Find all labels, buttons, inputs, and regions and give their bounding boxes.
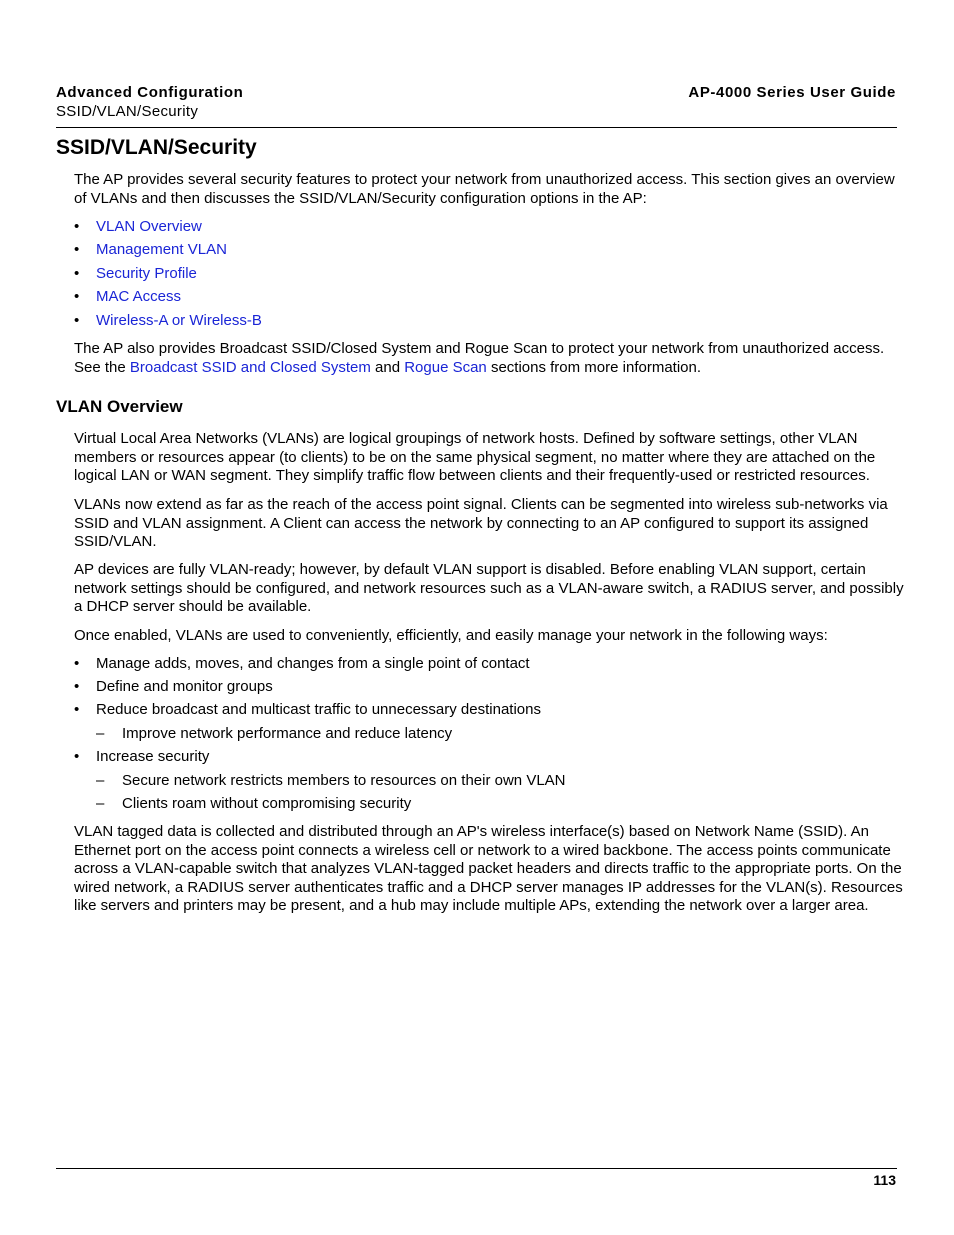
link-vlan-overview[interactable]: VLAN Overview <box>96 218 202 235</box>
vlan-paragraph: AP devices are fully VLAN-ready; however, by default VLAN support is disabled. Before enabling VLAN support, certain network settings should be configured, and network resources such as a VLAN-aware switch, a RADIUS server, and possibly a DHCP server should be available. <box>74 561 904 615</box>
footer-divider <box>56 1168 897 1169</box>
sub-list-item-text: Secure network restricts members to resources on their own VLAN <box>122 772 566 789</box>
toc-list-item <box>74 218 202 236</box>
link-wireless-a-or-b[interactable]: Wireless-A or Wireless-B <box>96 312 262 329</box>
sub-list-item <box>96 725 452 743</box>
bullet-icon: • <box>74 678 80 695</box>
link-security-profile[interactable]: Security Profile <box>96 265 197 282</box>
sub-list-item <box>96 772 566 790</box>
page-title: SSID/VLAN/Security <box>56 136 257 159</box>
vlan-paragraph: Virtual Local Area Networks (VLANs) are logical groupings of network hosts. Defined by software settings, other VLAN members or resources appear (to clients) to be on the same physical segment, no matter where they are attached on the logical LAN or WAN segment. They simplify traffic flow between clients and their frequently-used or restricted resources. <box>74 430 876 484</box>
header-divider <box>56 127 897 128</box>
toc-list-item <box>74 241 227 259</box>
sub-list-item-text: Clients roam without compromising security <box>122 795 412 812</box>
list-item <box>74 655 530 673</box>
sub-list-item-text: Improve network performance and reduce latency <box>122 725 453 742</box>
intro-paragraph: The AP provides several security features to protect your network from unauthorized access. This section gives an overview of VLANs and then discusses the SSID/VLAN/Security configuration options in the AP: <box>74 171 895 207</box>
list-item <box>74 748 209 766</box>
toc-list-item <box>74 265 197 283</box>
also-text-before: The AP also provides Broadcast SSID/Closed System and Rogue Scan to protect your network from unauthorized access. See the <box>74 340 885 376</box>
list-item <box>74 678 273 696</box>
bullet-icon: • <box>74 701 80 718</box>
sub-list-item <box>96 795 411 813</box>
dash-icon: – <box>96 772 105 789</box>
list-item-text: Manage adds, moves, and changes from a single point of contact <box>96 655 530 672</box>
closing-paragraph: VLAN tagged data is collected and distributed through an AP's wireless interface(s) based on Network Name (SSID). An Ethernet port on the access point connects a wireless cell or network to a wired backbone. The access points communicate across a VLAN-capable switch that analyzes VLAN-tagged packet headers and directs traffic to the appropriate ports. On the wired network, a RADIUS server authenticates traffic and a DHCP server manages IP addresses for the VLAN(s). Resources like servers and printers may be present, and a hub may include multiple APs, extending the network over a larger area. <box>74 823 903 914</box>
also-paragraph <box>74 340 904 377</box>
bullet-icon: • <box>74 312 80 329</box>
list-item-text: Increase security <box>96 748 210 765</box>
running-header-subsection: SSID/VLAN/Security <box>56 103 199 120</box>
bullet-icon: • <box>74 655 80 672</box>
link-rogue-scan[interactable]: Rogue Scan <box>404 358 487 376</box>
running-header-guide-title: AP-4000 Series User Guide <box>688 84 896 101</box>
list-item <box>74 701 541 719</box>
toc-list-item <box>74 288 181 306</box>
vlan-paragraph: Once enabled, VLANs are used to conveniently, efficiently, and easily manage your network in the following ways: <box>74 627 828 644</box>
list-item-text: Reduce broadcast and multicast traffic to unnecessary destinations <box>96 701 541 718</box>
link-broadcast-ssid[interactable]: Broadcast SSID and Closed System <box>129 358 371 376</box>
link-mac-access[interactable]: MAC Access <box>96 288 182 305</box>
bullet-icon: • <box>74 288 80 305</box>
list-item-text: Define and monitor groups <box>96 678 273 695</box>
bullet-icon: • <box>74 218 80 235</box>
bullet-icon: • <box>74 265 80 282</box>
section-heading-vlan-overview: VLAN Overview <box>56 397 183 416</box>
bullet-icon: • <box>74 748 80 765</box>
dash-icon: – <box>96 795 105 812</box>
toc-list-item <box>74 312 262 330</box>
also-text-middle: and <box>370 358 405 376</box>
dash-icon: – <box>96 725 105 742</box>
vlan-paragraph: VLANs now extend as far as the reach of the access point signal. Clients can be segmented into wireless sub-networks via SSID and VLAN assignment. A Client can access the network by connecting to an AP configured to support its assigned SSID/VLAN. <box>74 496 888 550</box>
page-number: 113 <box>873 1172 896 1188</box>
running-header-section: Advanced Configuration <box>56 84 244 101</box>
link-management-vlan[interactable]: Management VLAN <box>96 241 227 258</box>
also-text-after: sections from more information. <box>486 358 702 376</box>
bullet-icon: • <box>74 241 80 258</box>
